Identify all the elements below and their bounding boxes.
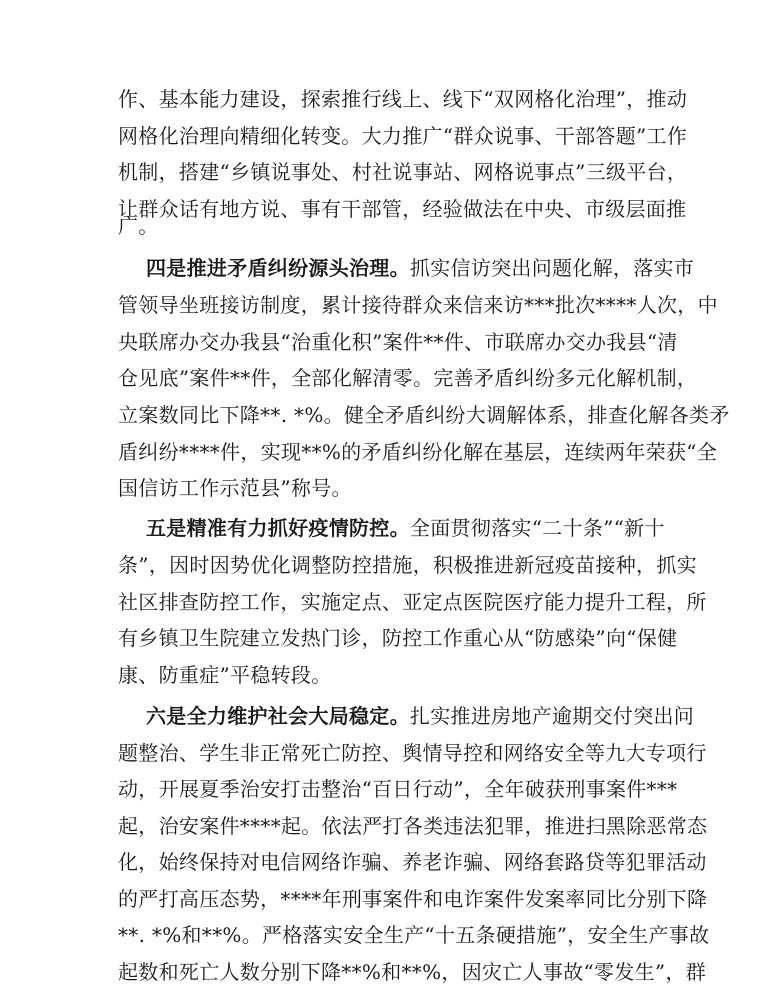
text-line: 让群众话有地方说、事有干部管，经验做法在中央、市级层面推 <box>118 197 687 221</box>
text-line: 有乡镇卫生院建立发热门诊，防控工作重心从“防感染”向“保健 <box>118 626 678 650</box>
paragraph-heading: 四是推进矛盾纠纷源头治理。 <box>146 256 410 280</box>
text-line: 题整治、学生非正常死亡防控、舆情导控和网络安全等九大专项行 <box>118 741 707 765</box>
text-run: 扎实推进房地产逾期交付突出问 <box>409 704 695 728</box>
text-line: **. *%和**%。严格落实安全生产“十五条硬措施”，安全生产事故 <box>118 923 710 947</box>
text-line: 央联席办交办我县“治重化积”案件**件、市联席办交办我县“清 <box>118 330 678 354</box>
text-line: 条”，因时因势优化调整防控措施，积极推进新冠疫苗接种，抓实 <box>118 553 697 577</box>
text-line: 机制，搭建“乡镇说事处、村社说事站、网格说事点”三级平台， <box>118 160 688 184</box>
text-line: 化，始终保持对电信网络诈骗、养老诈骗、网络套路贷等犯罪活动 <box>118 850 707 874</box>
text-line: 动，开展夏季治安打击整治“百日行动”，全年破获刑事案件*** <box>118 777 678 801</box>
paragraph-first-line <box>146 252 694 284</box>
text-line: 的严打高压态势，****年刑事案件和电诈案件发案率同比分别下降 <box>118 887 708 911</box>
text-line: 广。 <box>118 214 159 238</box>
paragraph-first-line <box>146 512 665 544</box>
text-line: 仓见底”案件**件，全部化解清零。完善矛盾纠纷多元化解机制， <box>118 366 698 390</box>
paragraph-first-line <box>146 700 694 732</box>
text-run: 抓实信访突出问题化解，落实市 <box>409 256 695 280</box>
text-line: 盾纠纷****件，实现**%的矛盾纠纷化解在基层，连续两年荣获“全 <box>118 440 718 464</box>
text-line: 康、防重症”平稳转段。 <box>118 663 332 687</box>
text-line: 网格化治理向精细化转变。大力推广“群众说事、干部答题”工作 <box>118 124 688 148</box>
text-line: 起数和死亡人数分别下降**%和**%，因灾亡人事故“零发生”，群 <box>118 960 707 984</box>
text-line: 国信访工作示范县”称号。 <box>118 476 352 500</box>
text-line: 社区排查防控工作，实施定点、亚定点医院医疗能力提升工程，所 <box>118 590 707 614</box>
text-line: 立案数同比下降**. *%。健全矛盾纠纷大调解体系，排查化解各类矛 <box>118 403 730 427</box>
paragraph-heading: 六是全力维护社会大局稳定。 <box>146 704 410 728</box>
paragraph-heading: 五是精准有力抓好疫情防控。 <box>146 516 410 540</box>
text-line: 作、基本能力建设，探索推行线上、线下“双网格化治理”，推动 <box>118 87 688 111</box>
text-line: 起，治安案件****起。依法严打各类违法犯罪，推进扫黑除恶常态 <box>118 814 708 838</box>
text-line: 管领导坐班接访制度，累计接待群众来信来访***批次****人次，中 <box>118 293 718 317</box>
text-run: 全面贯彻落实“二十条”“新十 <box>409 516 665 540</box>
